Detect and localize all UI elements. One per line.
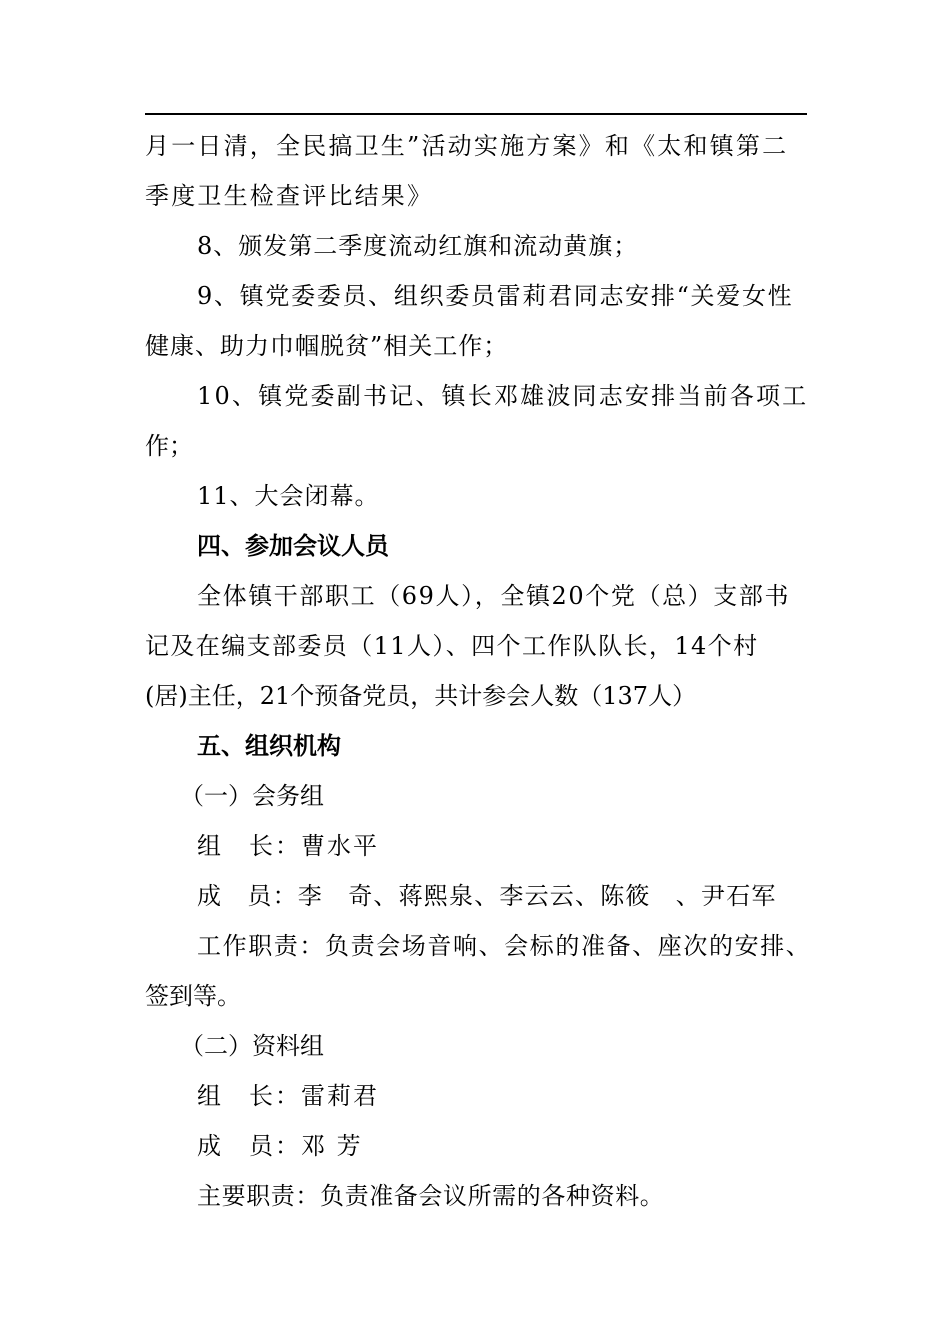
paragraph-line-1: 月一日清，全民搞卫生”活动实施方案》和《太和镇第二 [145,132,789,160]
section-heading-attendees: 四、参加会议人员 [197,531,389,560]
paragraph-line-2: 季度卫生检查评比结果》 [145,182,434,210]
affairs-members: 成 员：李 奇、蒋熙泉、李云云、陈筱 、尹石军 [197,882,777,910]
header-rule [145,113,807,115]
subsection-heading-materials: （二）资料组 [180,1032,324,1060]
affairs-leader: 组 长：曹水平 [197,832,379,860]
materials-members: 成 员：邓 芳 [197,1132,363,1160]
list-item-10-line-2: 作； [145,432,193,460]
materials-leader: 组 长：雷莉君 [197,1082,379,1110]
list-item-9-line-1: 9、镇党委委员、组织委员雷莉君同志安排“关爱女性 [197,282,794,310]
subsection-heading-affairs: （一）会务组 [180,782,324,810]
list-item-8: 8、颁发第二季度流动红旗和流动黄旗； [197,232,639,260]
list-item-9-line-2: 健康、助力巾帼脱贫”相关工作； [145,332,509,360]
affairs-duties-line-2: 签到等。 [145,982,241,1010]
section-heading-organization: 五、组织机构 [197,731,341,760]
attendees-line-1: 全体镇干部职工（69人），全镇20个党（总）支部书 [197,582,791,610]
materials-duties: 主要职责：负责准备会议所需的各种资料。 [197,1182,665,1210]
list-item-10-line-1: 10、镇党委副书记、镇长邓雄波同志安排当前各项工 [197,382,809,410]
attendees-line-2: 记及在编支部委员（11人）、四个工作队队长，14个村 [145,632,759,660]
list-item-11: 11、大会闭幕。 [197,482,380,510]
attendees-line-3: (居)主任，21个预备党员，共计参会人数（137人） [145,682,697,710]
affairs-duties-line-1: 工作职责：负责会场音响、会标的准备、座次的安排、 [197,932,812,960]
